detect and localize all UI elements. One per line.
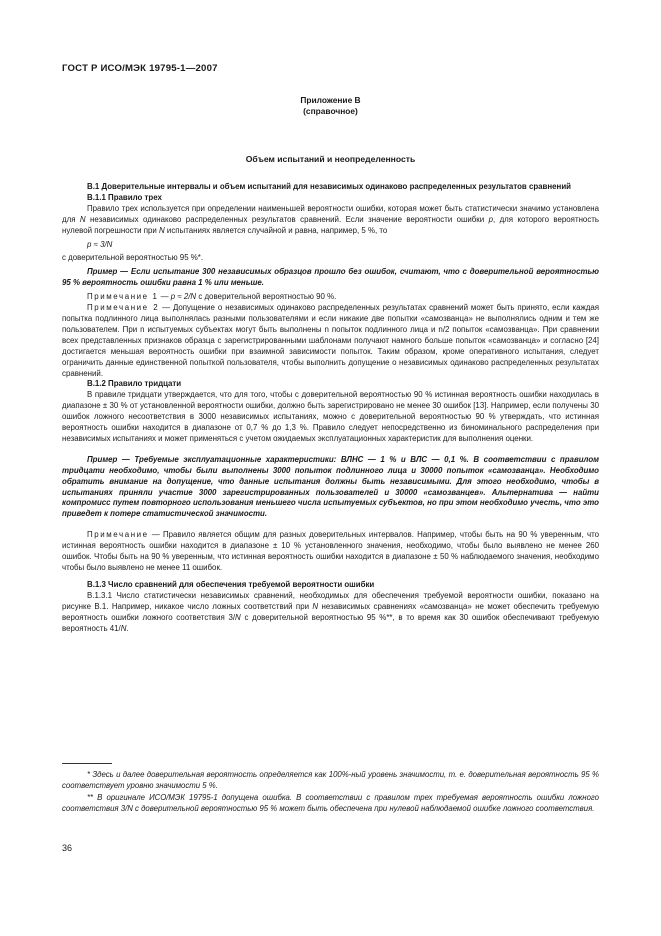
var-p: p [488, 214, 493, 224]
paragraph-rule-of-thirty: В правиле тридцати утверждается, что для того, чтобы с доверительной вероятностью 90 % истинная вероятность ошибки находилась в диапазоне ± 30 % от установленной вероятности ошибки, должно быть зарегистрировано не менее 30 ошибок [13]. Например, если получены 30 ошибок ложного несоответствия в 3000 независимых испытаниях, можно с доверительной вероятностью 90 % утверждать, что истинная вероятность ошибки находится в диапазоне от 0,7 % до 1,3 %. Правило следует непосредственно из биноминального распределения при независимых испытаниях и может применяться с учетом ожидаемых эксплуатационных характеристик для выполнения оценки. [62, 390, 599, 443]
text-run: независимых сравнениях «самозванца» не может обеспечить требуемую вероятность ошибки ложного соответствия 3/ [62, 601, 599, 622]
note-formula: p ≈ 2/N [170, 292, 197, 302]
subsection-heading-b1-2: В.1.2 Правило тридцати [87, 379, 182, 389]
annex-title [62, 95, 599, 117]
note-label: Примечание 2 [87, 303, 160, 313]
var-n: N [120, 623, 127, 633]
footnote-2: ** В оригинале ИСО/МЭК 19795-1 допущена ошибка. В соответствии с правилом трех требуемая вероятность ошибки ложного соответствия 3/N с доверительной вероятностью 95 % может быть обеспечена при нулевой наблюдаемой ошибке ложного соответствия. [62, 793, 599, 813]
var-n: N [235, 612, 241, 622]
standard-header: ГОСТ Р ИСО/МЭК 19795-1—2007 [62, 63, 218, 74]
text-run: с доверительной вероятностью 95 %**, в то время как 30 ошибок обеспечивают требуемую вероятность 41/ [62, 612, 599, 633]
text-run: независимых одинаково распределенных результатов сравнений. Если значение вероятности ошибки [85, 214, 489, 224]
annex-label: Приложение В [300, 95, 361, 105]
text-run: , для которого вероятность нулевой погрешности при [62, 214, 599, 235]
document-body [62, 182, 599, 634]
main-title: Объем испытаний и неопределенность [245, 154, 416, 164]
paragraph-number-of-comparisons [62, 591, 599, 635]
text-run: Правило трех используется при определении наименьшей вероятности ошибки, которая может быть статистически значимо установлена для [62, 203, 599, 224]
page-number: 36 [62, 843, 73, 853]
annex-type: (справочное) [303, 105, 358, 116]
section-heading-b1: В.1 Доверительные интервалы и объем испытаний для независимых одинаково распределенных результатов сравнений [87, 182, 572, 191]
note-text: — Правило является общим для разных доверительных интервалов. Например, чтобы быть на 90 % уверенным, что истинная вероятность ошибки находится в диапазоне ± 10 % установленного значения, необходимо, чтобы было выявлено не менее 260 ошибок. Чтобы быть на 90 % уверенным, что истинная вероятность ошибки находится в диапазоне ± 50 % наблюдаемого значения, необходимо чтобы было выявлено не менее 11 ошибок. [62, 530, 599, 572]
example-1: Пример — Если испытание 300 независимых образцов прошло без ошибок, считают, что с доверительной вероятностью 95 % вероятность ошибки равна 1 % или меньше. [62, 267, 599, 288]
note-label: Примечание 1 [87, 292, 159, 302]
subsection-heading-b1-1: В.1.1 Правило трех [87, 192, 162, 202]
confidence-statement: с доверительной вероятностью 95 %*. [62, 253, 204, 263]
note-3 [62, 530, 599, 574]
note-label: Примечание [87, 530, 149, 540]
note-1 [62, 292, 599, 303]
note-text: — Допущение о независимых одинаково распределенных результатах сравнений может быть принято, если каждая попытка подлинного лица выполнялась разными пользователями и если никакие две попытки «самозванца» не выполнялись одним и тем же пользователем. При n испытуемых субъектах могут быть выполнены n попыток подлинного лица и n/2 попыток «самозванца». При сравнении всех представленных признаков образца с зарегистрированными шаблонами получают намного больше попыток «самозванца» и согласно [24] достигается меньшая вероятность ошибки при взаимной зависимости попыток. Таким образом, кроме оперативного испытания, следует ограничить данные единственной попыткой пользователя, чтобы выполнить допущение о независимых одинаково распределенных результатах сравнений. [62, 303, 600, 378]
text-run: В.1.3.1 Число статистически независимых сравнений, необходимых для обеспечения требуемой вероятности ошибки, показано на рисунке В.1. Например, никакое число ложных соответствий при [62, 590, 599, 611]
text-run: испытаниях является случайной и равна, например, 5 %, то [164, 225, 388, 235]
text-run: — [158, 292, 171, 302]
formula-rule-of-three: p ≈ 3/N [87, 239, 113, 249]
text-run: с доверительной вероятностью 90 %. [196, 292, 337, 302]
text-run: . [126, 623, 129, 633]
subsection-heading-b1-3: В.1.3 Число сравнений для обеспечения требуемой вероятности ошибки [87, 579, 375, 589]
example-2: Пример — Требуемые эксплуатационные характеристики: ВЛНС — 1 % и ВЛС — 0,1 %. В соответствии с правилом тридцати необходимо, чтобы были выполнены 3000 попыток подлинного лица и 30000 попыток «самозванца». Необходимо обратить внимание на допущение, что данные испытания должны быть независимыми. Для этого необходимо, чтобы в испытаниях приняли участие 3000 зарегистрированных пользователей и 30000 «самозванцев». Альтернатива — найти компромисс путем повторного использования меньшего числа испытуемых субъектов, но при этом необходимо учесть, что это приведет к потере статистической значимости. [62, 454, 599, 519]
note-2 [62, 303, 599, 379]
footnote-separator [62, 763, 112, 764]
paragraph-rule-of-three [62, 204, 599, 237]
var-n: N [312, 601, 319, 611]
footnote-1: * Здесь и далее доверительная вероятность определяется как 100%-ный уровень значимости, т. е. доверительная вероятность 95 % соответствует уровню значимости 5 %. [62, 770, 599, 790]
footnotes [62, 770, 599, 816]
var-n: N [79, 214, 86, 224]
var-n: N [159, 225, 165, 235]
